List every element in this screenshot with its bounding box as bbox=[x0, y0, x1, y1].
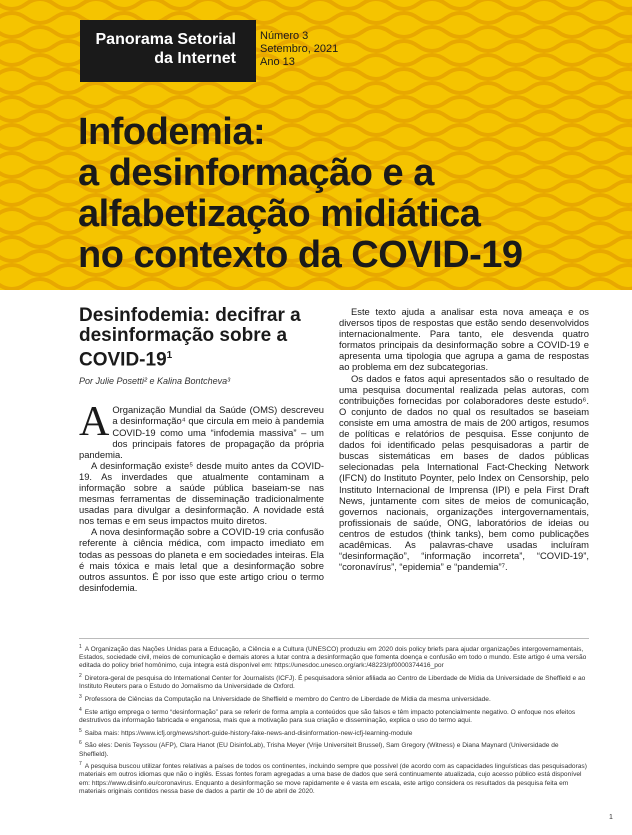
wave-stroke bbox=[390, 13, 446, 23]
wave-stroke bbox=[0, 237, 54, 247]
wave-stroke bbox=[614, 97, 632, 107]
headline-line3: alfabetização midiática bbox=[78, 193, 481, 235]
footnote-number: 4 bbox=[79, 706, 82, 713]
issue-year: Ano 13 bbox=[260, 56, 295, 68]
wave-stroke bbox=[54, 97, 110, 107]
paragraph-5: Os dados e fatos aqui apresentados são o resultado de uma pesquisa documental realizada pelas autoras, com contribuições fornecidas por colaboradores deste estudo⁶. O conjunto de dados no qual os resultados se baseiam consiste em uma amostra de mais de 200 artigos, resumos de políticas e relatórios de pesquisa. Esse conjunto de dados foi identificado pelas pesquisadoras a partir de buscas sistemáticas em bases de dados públicas selecionadas pela International Fact-Checking Network (IFCN) do Instituto Poynter, pelo Index on Censorship, pelo Instituto Internacional de Imprensa (IPI) e pela First Draft News, juntamente com sites de meios de comunicação, governos nacionais, organizações intergovernamentais, profissionais de saúde, ONG, laboratórios de ideias ou centros de estudos (think tanks), bem como publicações acadêmicas. As palavras-chave usadas incluíram “desinformação”, “informação incorreta”, “COVID-19”, “coronavírus”, “epidemia” e “pandemia”⁷. bbox=[339, 372, 589, 573]
footnote-7 bbox=[79, 760, 589, 796]
wave-stroke bbox=[586, 27, 632, 37]
wave-stroke bbox=[474, 0, 530, 9]
wave-stroke bbox=[194, 0, 250, 9]
article-title bbox=[79, 306, 324, 370]
wave-stroke bbox=[502, 69, 558, 79]
wave-stroke bbox=[558, 13, 614, 23]
wave-stroke bbox=[250, 83, 306, 93]
wave-stroke bbox=[418, 83, 474, 93]
wave-stroke bbox=[558, 97, 614, 107]
footnote-text: Saiba mais: https://www.icfj.org/news/short-guide-history-fake-news-and-disinformation-new-icfj-learning-module bbox=[84, 729, 413, 737]
wave-stroke bbox=[26, 0, 82, 9]
wave-stroke bbox=[26, 55, 82, 65]
wave-stroke bbox=[138, 279, 194, 289]
wave-stroke bbox=[0, 55, 26, 65]
wave-stroke bbox=[390, 41, 446, 51]
article-title-text: Desinfodemia: decifrar a desinformação sobre a COVID-19 bbox=[79, 305, 301, 371]
footnote-3 bbox=[79, 693, 589, 704]
wave-stroke bbox=[26, 139, 82, 149]
wave-stroke bbox=[0, 13, 54, 23]
wave-stroke bbox=[586, 0, 632, 9]
wave-stroke bbox=[418, 0, 474, 9]
headline-line1: Infodemia: bbox=[78, 111, 266, 153]
footnote-6 bbox=[79, 739, 589, 758]
wave-stroke bbox=[446, 69, 502, 79]
footnote-2 bbox=[79, 672, 589, 691]
footnote-text: Diretora-geral de pesquisa do International Center for Journalists (ICFJ). É pesquisadora sênior afiliada ao Centro de Liberdade de Mídia da Universidade de Sheffield e ao Instituto Reuters para o Estudo do Jornalismo da Universidade de Oxford. bbox=[79, 675, 586, 691]
wave-stroke bbox=[0, 83, 26, 93]
wave-stroke bbox=[390, 69, 446, 79]
wave-stroke bbox=[334, 97, 390, 107]
headline-line2: a desinformação e a bbox=[78, 152, 434, 194]
wave-stroke bbox=[250, 279, 306, 289]
footnote-number: 2 bbox=[79, 672, 82, 679]
paragraph-1 bbox=[79, 399, 324, 460]
wave-stroke bbox=[0, 209, 54, 219]
wave-stroke bbox=[0, 265, 54, 275]
paragraph-3: A nova desinformação sobre a COVID-19 cria confusão referente à ciência médica, com impacto imediato em todas as pessoas do planeta e em sociedades inteiras. Ela é mais tóxica e mais letal que a desinformação sobre outros assuntos. É por isso que este artigo criou o termo desinfodemia. bbox=[79, 526, 324, 593]
wave-stroke bbox=[446, 13, 502, 23]
wave-stroke bbox=[306, 0, 362, 9]
wave-stroke bbox=[0, 223, 26, 233]
wave-stroke bbox=[334, 13, 390, 23]
footnote-number: 1 bbox=[79, 644, 82, 650]
wave-stroke bbox=[586, 279, 632, 289]
article-authors: Por Julie Posetti² e Kalina Bontcheva³ bbox=[79, 376, 231, 387]
wave-stroke bbox=[0, 153, 54, 163]
footnote-number: 7 bbox=[79, 761, 82, 768]
publication-title bbox=[90, 30, 236, 68]
article-title-footnote-ref: 1 bbox=[166, 350, 173, 361]
footnote-number: 5 bbox=[79, 727, 82, 734]
wave-stroke bbox=[82, 0, 138, 9]
wave-stroke bbox=[362, 279, 418, 289]
wave-stroke bbox=[362, 27, 418, 37]
wave-stroke bbox=[586, 83, 632, 93]
wave-stroke bbox=[82, 83, 138, 93]
wave-stroke bbox=[138, 0, 194, 9]
wave-stroke bbox=[306, 83, 362, 93]
wave-stroke bbox=[530, 27, 586, 37]
wave-stroke bbox=[250, 0, 306, 9]
wave-stroke bbox=[502, 41, 558, 51]
footnote-text: São eles: Denis Teyssou (AFP), Clara Hanot (EU DisinfoLab), Trisha Meyer (Vrije Universiteit Brussel), Sam Gregory (Witness) e Diana Maynard (Universidade de Sheffield). bbox=[79, 742, 559, 758]
drop-cap: A bbox=[79, 399, 110, 446]
wave-stroke bbox=[0, 69, 54, 79]
wave-stroke bbox=[0, 41, 54, 51]
wave-stroke bbox=[0, 111, 26, 121]
paragraph-1-text: Organização Mundial da Saúde (OMS) descreveu a desinformação⁴ que circula em meio à pandemia COVID-19 como uma “infodemia massiva” – um dos principais fatores de propagação da própria pandemia. bbox=[79, 404, 324, 460]
wave-stroke bbox=[0, 0, 26, 9]
wave-stroke bbox=[614, 13, 632, 23]
wave-stroke bbox=[0, 125, 54, 135]
wave-stroke bbox=[278, 97, 334, 107]
wave-stroke bbox=[26, 195, 82, 205]
wave-stroke bbox=[306, 279, 362, 289]
main-headline bbox=[78, 112, 618, 276]
wave-stroke bbox=[558, 41, 614, 51]
footnote-5 bbox=[79, 727, 589, 738]
footnote-text: A pesquisa buscou utilizar fontes relativas a países de todos os continentes, incluindo sempre que possível (de acordo com as capacidades linguísticas das pesquisadoras) materiais em outros idiomas que não o inglês. Essas fontes foram agregadas a uma base de dados que será continuamente atualizada, cujo acesso público está disponível em: https://www.disinfo.eu/coronavirus. Enquanto a desinformação se move rapidamente e é vasta em escala, este artigo considera os resultados da pesquisa feita em materiais originais contidos nessa base de dados a partir de 10 de abril de 2020. bbox=[79, 763, 587, 795]
paragraph-2: A desinformação existe⁵ desde muito antes da COVID-19. As inverdades que atualmente contaminam a informação sobre a saúde pública baseiam-se nas mesmas ferramentas de disseminação tradicionalmente usadas para divulgar a desinformação. A novidade está nos temas e em seus impactos muito diretos. bbox=[79, 459, 324, 527]
issue-info bbox=[260, 30, 338, 69]
headline-line4: no contexto da COVID-19 bbox=[78, 234, 523, 276]
wave-stroke bbox=[474, 83, 530, 93]
wave-stroke bbox=[26, 27, 82, 37]
wave-stroke bbox=[194, 83, 250, 93]
wave-stroke bbox=[222, 97, 278, 107]
wave-stroke bbox=[390, 97, 446, 107]
wave-stroke bbox=[0, 279, 26, 289]
wave-stroke bbox=[474, 55, 530, 65]
wave-stroke bbox=[278, 69, 334, 79]
wave-stroke bbox=[0, 251, 26, 261]
wave-stroke bbox=[530, 279, 586, 289]
wave-stroke bbox=[362, 55, 418, 65]
footnote-text: A Organização das Nações Unidas para a Educação, a Ciência e a Cultura (UNESCO) produziu em 2020 dois policy briefs para ajudar organizações intergovernamentais, Estados, sociedade civil, meios de comunicação e demais atores a lutar contra a desinformação que fomenta doença e confusão em todo o mundo. Este artigo é uma versão editada do policy brief homônimo, cuja íntegra está disponível em: https://unesdoc.unesco.org/ark:/48223/pf0000374416_por bbox=[79, 646, 587, 670]
wave-stroke bbox=[418, 27, 474, 37]
footnotes bbox=[79, 638, 589, 797]
left-column bbox=[79, 306, 324, 593]
footnote-number: 6 bbox=[79, 740, 82, 747]
wave-stroke bbox=[0, 195, 26, 205]
wave-stroke bbox=[474, 27, 530, 37]
footnote-4 bbox=[79, 706, 589, 725]
wave-stroke bbox=[530, 83, 586, 93]
wave-stroke bbox=[502, 97, 558, 107]
wave-stroke bbox=[26, 167, 82, 177]
publication-title-line2: da Internet bbox=[154, 50, 236, 67]
wave-stroke bbox=[194, 279, 250, 289]
wave-stroke bbox=[446, 41, 502, 51]
wave-stroke bbox=[446, 97, 502, 107]
wave-stroke bbox=[502, 13, 558, 23]
paragraph-4: Este texto ajuda a analisar esta nova ameaça e os diversos tipos de respostas que estão sendo desenvolvidos internacionalmente. Para tanto, ele desvenda quatro formatos principais da desinformação sobre a COVID-19 e apresenta uma tipologia que agrupa a gama de respostas ao problema em dez subcategorias. bbox=[339, 306, 589, 373]
wave-stroke bbox=[362, 83, 418, 93]
footnote-number: 3 bbox=[79, 693, 82, 700]
wave-stroke bbox=[82, 279, 138, 289]
wave-stroke bbox=[0, 167, 26, 177]
wave-stroke bbox=[26, 279, 82, 289]
page-number: 1 bbox=[609, 814, 613, 821]
wave-stroke bbox=[0, 139, 26, 149]
left-body bbox=[79, 399, 324, 593]
wave-stroke bbox=[110, 97, 166, 107]
issue-date: Setembro, 2021 bbox=[260, 43, 339, 55]
footnote-text: Professora de Ciências da Computação na Universidade de Sheffield e membro do Centro de Liberdade de Mídia da mesma universidade. bbox=[84, 696, 491, 704]
right-column bbox=[339, 306, 589, 572]
publication-title-line1: Panorama Setorial bbox=[95, 31, 236, 48]
wave-stroke bbox=[558, 69, 614, 79]
wave-stroke bbox=[586, 55, 632, 65]
wave-stroke bbox=[474, 279, 530, 289]
wave-stroke bbox=[614, 41, 632, 51]
wave-stroke bbox=[530, 0, 586, 9]
wave-stroke bbox=[0, 181, 54, 191]
wave-stroke bbox=[26, 111, 82, 121]
issue-number: Número 3 bbox=[260, 30, 309, 42]
wave-stroke bbox=[418, 279, 474, 289]
footnote-text: Este artigo emprega o termo “desinformação” para se referir de forma ampla a conteúdos que são falsos e têm impacto potencialmente negativo. O enfoque nos efeitos destrutivos da informação fabricada e enganosa, mais que a motivação para sua criação e disseminação, explica o uso do termo aqui. bbox=[79, 708, 576, 724]
wave-stroke bbox=[26, 251, 82, 261]
wave-stroke bbox=[334, 69, 390, 79]
wave-stroke bbox=[26, 223, 82, 233]
wave-stroke bbox=[0, 97, 54, 107]
wave-stroke bbox=[0, 27, 26, 37]
wave-stroke bbox=[278, 13, 334, 23]
wave-stroke bbox=[166, 97, 222, 107]
wave-stroke bbox=[334, 41, 390, 51]
wave-stroke bbox=[138, 83, 194, 93]
wave-stroke bbox=[614, 69, 632, 79]
footnote-1 bbox=[79, 643, 589, 670]
wave-stroke bbox=[362, 0, 418, 9]
wave-stroke bbox=[26, 83, 82, 93]
wave-stroke bbox=[418, 55, 474, 65]
wave-stroke bbox=[530, 55, 586, 65]
